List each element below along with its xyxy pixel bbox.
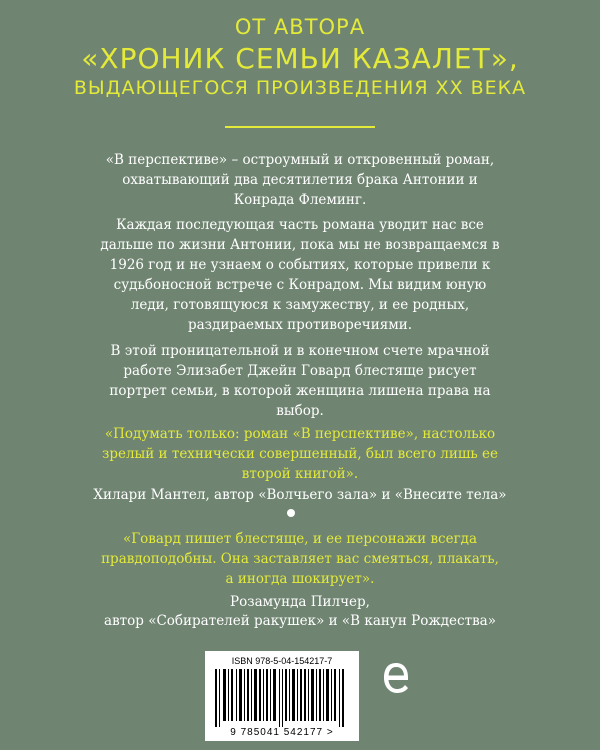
description-paragraph-2: Каждая последующая часть романа уводит нас все дальше по жизни Антонии, пока мы не возвращаемся в 1926 год и не узнаем о событиях, которые привели к судьбоносной встрече с Конрадом. Мы видим юную леди, готовящуюся к замужеству, и ее родных, раздираемых противоречиями.: [100, 217, 500, 333]
barcode: [205, 651, 359, 741]
review-quote-2: «Говард пишет блестяще, и ее персонажи всегда правдоподобны. Она заставляет вас смеяться, плакать, а иногда шокирует».: [101, 531, 499, 587]
header-line-1: ОТ АВТОРА: [234, 15, 366, 39]
isbn-text: ISBN 978-5-04-154217-7: [231, 656, 333, 666]
separator-bullet: [287, 509, 295, 517]
divider-line: [225, 126, 375, 128]
barcode-number: 9 785041 542177 >: [230, 727, 334, 738]
description-paragraph-3: В этой проницательной и в конечном счете мрачной работе Элизабет Джейн Говард блестяще рисует портрет семьи, в которой женщина лишена права на выбор.: [109, 343, 491, 419]
series-header: [0, 14, 600, 100]
barcode-bars: [215, 669, 349, 727]
review-source-1: Хилари Мантел, автор «Волчьего зала» и «Внесите тела»: [93, 487, 507, 503]
header-line-2: «ХРОНИК СЕМЬИ КАЗАЛЕТ»,: [81, 42, 519, 75]
description-paragraph-1: «В перспективе» – остроумный и откровенный роман, охватывающий два десятилетия брака Антонии и Конрада Флеминг.: [105, 152, 495, 208]
publisher-logo-icon: [381, 660, 411, 696]
review-source-2-works: автор «Собирателей ракушек» и «В канун Рождества»: [104, 613, 496, 629]
review-quote-1: «Подумать только: роман «В перспективе», настолько зрелый и технически совершенный, был всего лишь ее второй книгой».: [101, 426, 499, 482]
review-source-2-name: Розамунда Пилчер,: [230, 594, 370, 610]
header-line-3: ВЫДАЮЩЕГОСЯ ПРОИЗВЕДЕНИЯ XX ВЕКА: [73, 77, 527, 99]
